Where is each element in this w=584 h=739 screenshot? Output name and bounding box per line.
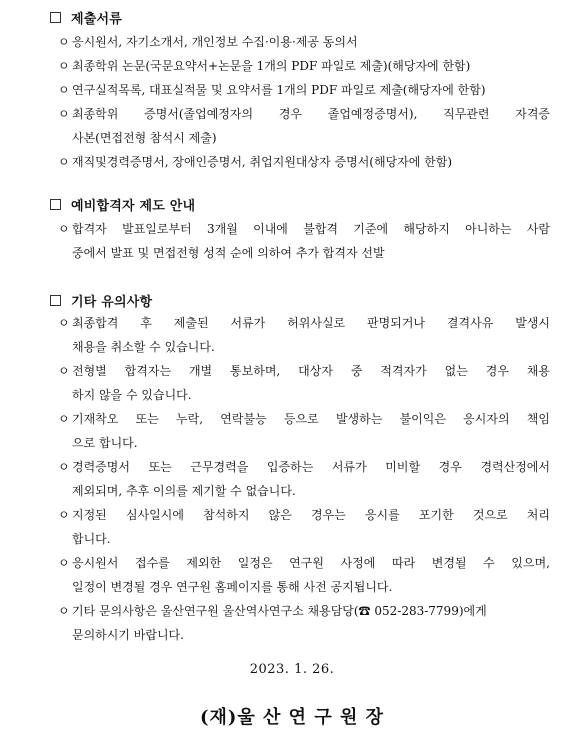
organization-signature: (재)울 산 연 구 원 장: [199, 707, 385, 728]
list-item: [50, 455, 550, 503]
section-heading: [50, 6, 550, 28]
list-item-text-continued: 채용을 취소할 수 있습니다.: [72, 340, 215, 354]
list-item: [50, 78, 550, 102]
list-item-text-continued: 사본(면접전형 참석시 제출): [72, 131, 217, 145]
list-item-text-continued: 제외되며, 추후 이의를 제기할 수 없습니다.: [72, 484, 296, 498]
list-item-text-continued: 일정이 변경될 경우 연구원 홈페이지를 통해 사전 공지됩니다.: [72, 580, 393, 594]
list-item: [50, 30, 550, 54]
list-item: [50, 359, 550, 407]
list-item-text: 응시원서 접수를 제외한 일정은 연구원 사정에 따라 변경될 수 있으며,: [72, 556, 550, 570]
bullet-icon: ㅇ: [58, 107, 70, 121]
list-item-text: 기타 문의사항은 울산연구원 울산역사연구소 채용담당(☎ 052-283-7799)에게: [72, 604, 487, 618]
list-item: [50, 311, 550, 359]
bullet-icon: ㅇ: [58, 155, 70, 169]
section-heading-text: 예비합격자 제도 안내: [71, 198, 196, 214]
bullet-icon: ㅇ: [58, 222, 70, 236]
section-notes: [50, 289, 550, 647]
list-item-text: 최종학위 논문(국문요약서+논문을 1개의 PDF 파일로 제출)(해당자에 한함): [72, 59, 471, 73]
list-item: [50, 599, 550, 647]
list-item: [50, 217, 550, 265]
list-item-text-continued: 으로 합니다.: [72, 436, 138, 450]
list-item-text: 최종합격 후 제출된 서류가 허위사실로 판명되거나 결격사유 발생시: [72, 316, 550, 330]
announcement-date: 2023. 1. 26.: [249, 662, 335, 677]
list-item-text: 합격자 발표일로부터 3개월 이내에 불합격 기준에 해당하지 아니하는 사람: [72, 222, 550, 236]
list-item-text: 재직및경력증명서, 장애인증명서, 취업지원대상자 증명서(해당자에 한함): [72, 155, 453, 169]
list-item-text: 연구실적목록, 대표실적물 및 요약서를 1개의 PDF 파일로 제출(해당자에 한함): [72, 83, 486, 97]
list-item-text: 최종학위 증명서(졸업예정자의 경우 졸업예정증명서), 직무관련 자격증: [72, 107, 550, 121]
bullet-icon: ㅇ: [58, 364, 70, 378]
checkbox-icon: [50, 295, 61, 306]
section-documents: [50, 6, 550, 174]
list-item-text: 지정된 심사일시에 참석하지 않은 경우는 응시를 포기한 것으로 처리: [72, 508, 550, 522]
list-item-text-continued: 중에서 발표 및 면접전형 성적 순에 의하여 추가 합격자 선발: [72, 246, 385, 260]
list-item-text: 응시원서, 자기소개서, 개인정보 수집·이용·제공 동의서: [72, 35, 358, 49]
bullet-icon: ㅇ: [58, 508, 70, 522]
list-item: [50, 503, 550, 551]
list-item-text: 경력증명서 또는 근무경력을 입증하는 서류가 미비할 경우 경력산정에서: [72, 460, 550, 474]
bullet-icon: ㅇ: [58, 35, 70, 49]
section-heading-text: 제출서류: [71, 11, 123, 27]
bullet-icon: ㅇ: [58, 59, 70, 73]
section-heading: [50, 193, 550, 215]
list-item-text: 기재착오 또는 누락, 연락불능 등으로 발생하는 불이익은 응시자의 책임: [72, 412, 550, 426]
list-item: [50, 551, 550, 599]
checkbox-icon: [50, 199, 61, 210]
bullet-icon: ㅇ: [58, 460, 70, 474]
bullet-icon: ㅇ: [58, 604, 70, 618]
bullet-icon: ㅇ: [58, 556, 70, 570]
list-item: [50, 102, 550, 150]
bullet-icon: ㅇ: [58, 412, 70, 426]
list-item-text-continued: 문의하시기 바랍니다.: [72, 628, 184, 642]
bullet-icon: ㅇ: [58, 83, 70, 97]
list-item: [50, 407, 550, 455]
list-item-text-continued: 합니다.: [72, 532, 111, 546]
section-heading-text: 기타 유의사항: [71, 294, 153, 310]
checkbox-icon: [50, 12, 61, 23]
list-item: [50, 150, 550, 174]
bullet-icon: ㅇ: [58, 316, 70, 330]
section-heading: [50, 289, 550, 311]
list-item: [50, 54, 550, 78]
section-preliminary: [50, 193, 550, 265]
list-item-text: 전형별 합격자는 개별 통보하며, 대상자 중 적격자가 없는 경우 채용: [72, 364, 550, 378]
list-item-text-continued: 하지 않을 수 있습니다.: [72, 388, 192, 402]
